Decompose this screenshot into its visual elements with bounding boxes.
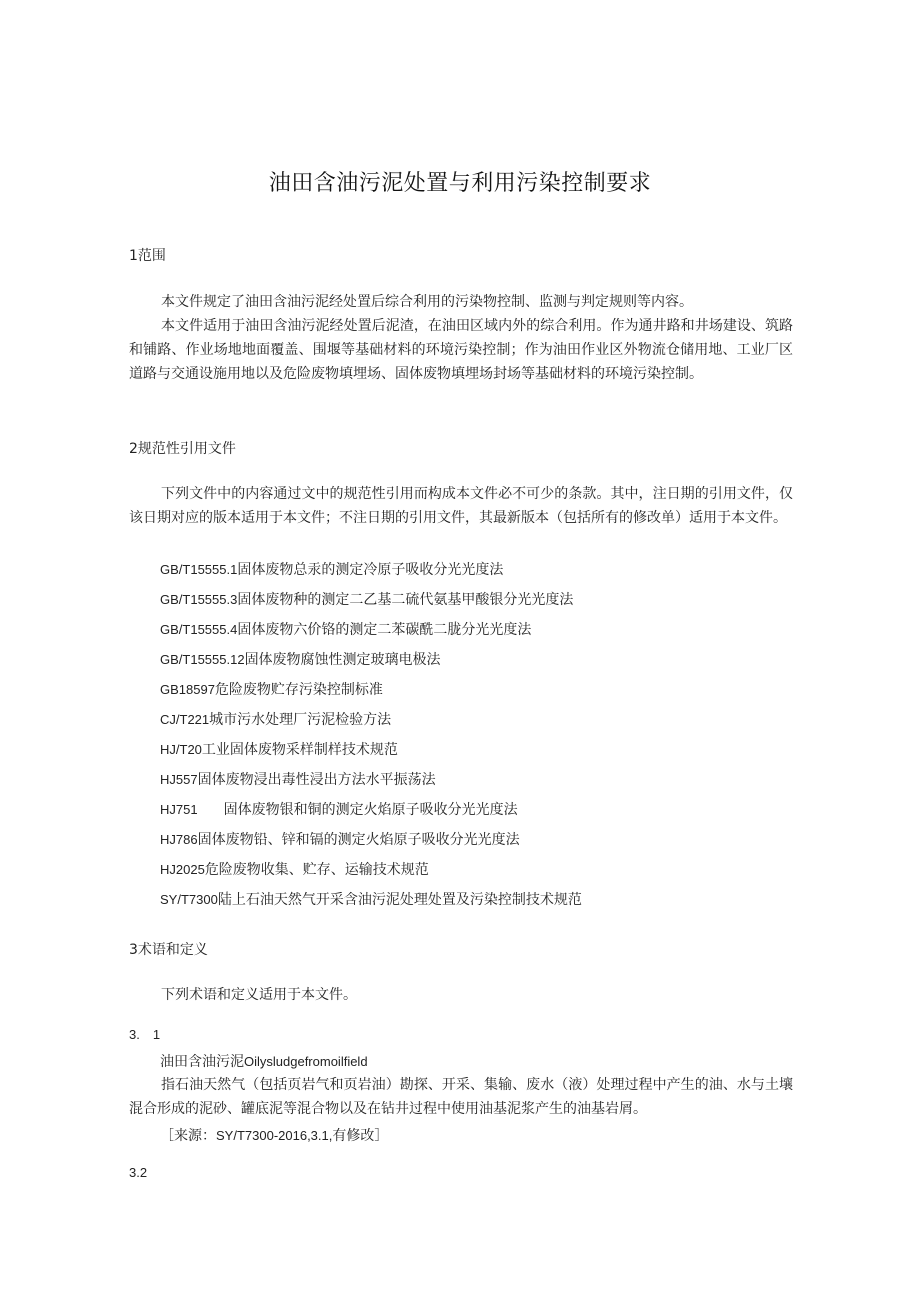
source-suffix: 有修改］ (332, 1128, 389, 1144)
scope-paragraph-2: 本文件适用于油田含油污泥经处置后泥渣，在油田区域内外的综合利用。作为通井路和井场建设、筑路和铺路、作业场地地面覆盖、围堰等基础材料的环境污染控制；作为油田作业区外物流仓储用地、工业厂区道路与交通设施用地以及危险废物填埋场、固体废物填埋场封场等基础材料的环境污染控制。 (129, 318, 793, 382)
reference-code: GB18597 (160, 682, 215, 697)
term-name (160, 1051, 368, 1071)
reference-item (160, 829, 520, 849)
source-prefix: ［来源： (160, 1128, 216, 1144)
reference-code: HJ751 (160, 802, 198, 817)
term-name-chinese: 油田含油污泥 (160, 1054, 244, 1070)
reference-title: 固体废物银和铜的测定火焰原子吸收分光光度法 (223, 802, 518, 818)
term-source (160, 1125, 388, 1145)
reference-item (160, 589, 573, 609)
scope-paragraph-1: 本文件规定了油田含油污泥经处置后综合利用的污染物控制、监测与判定规则等内容。 (161, 294, 693, 310)
reference-code: GB/T15555.3 (160, 592, 238, 607)
reference-item (160, 769, 436, 789)
reference-code: HJ786 (160, 832, 198, 847)
reference-title: 固体废物浸出毒性浸出方法水平振荡法 (197, 772, 436, 788)
reference-title: 固体废物种的测定二乙基二硫代氨基甲酸银分光光度法 (237, 592, 574, 608)
source-code: SY/T7300-2016,3.1, (216, 1128, 333, 1143)
reference-item (160, 889, 582, 909)
reference-item (160, 679, 383, 699)
term-definition: 指石油天然气（包括页岩气和页岩油）勘探、开采、集输、废水（液）处理过程中产生的油、水与土壤混合形成的泥砂、罐底泥等混合物以及在钻井过程中使用油基泥浆产生的油基岩屑。 (129, 1077, 793, 1117)
reference-title: 工业固体废物采样制样技术规范 (201, 742, 398, 758)
reference-title: 固体废物六价铬的测定二苯碳酰二胧分光光度法 (237, 622, 532, 638)
reference-code: HJ2025 (160, 862, 205, 877)
reference-code: SY/T7300 (160, 892, 218, 907)
reference-code: GB/T15555.12 (160, 652, 245, 667)
reference-item (160, 859, 429, 879)
reference-item (160, 619, 531, 639)
reference-item (160, 739, 398, 759)
reference-code: CJ/T221 (160, 712, 210, 727)
reference-code: GB/T15555.4 (160, 622, 238, 637)
reference-title: 危险废物收集、贮存、运输技术规范 (204, 862, 429, 878)
reference-title: 城市污水处理厂污泥检验方法 (209, 712, 392, 728)
reference-title: 固体废物总汞的测定冷原子吸收分光光度法 (237, 562, 504, 578)
reference-title: 固体废物铅、锌和镉的测定火焰原子吸收分光光度法 (197, 832, 520, 848)
references-intro: 下列文件中的内容通过文中的规范性引用而构成本文件必不可少的条款。其中，注日期的引用文件，仅该日期对应的版本适用于本文件；不注日期的引用文件，其最新版本（包括所有的修改单）适用于本文件。 (129, 486, 793, 526)
terms-intro: 下列术语和定义适用于本文件。 (161, 987, 357, 1003)
reference-code: GB/T15555.1 (160, 562, 238, 577)
reference-item (160, 559, 503, 579)
reference-item (160, 649, 441, 669)
term-name-english: Oilysludgefromoilfield (244, 1054, 368, 1069)
reference-title: 固体废物腐蚀性测定玻璃电极法 (244, 652, 441, 668)
section-3-heading: 3术语和定义 (129, 942, 208, 958)
reference-item (160, 709, 391, 729)
reference-title: 危险废物贮存污染控制标准 (214, 682, 383, 698)
reference-code: HJ/T20 (160, 742, 202, 757)
section-2-heading: 2规范性引用文件 (129, 441, 236, 457)
reference-item (160, 799, 518, 819)
reference-code: HJ557 (160, 772, 198, 787)
section-1-heading: 1范围 (129, 248, 166, 264)
term-number: 3. 1 (129, 1027, 161, 1042)
term-number: 3.2 (129, 1165, 148, 1180)
reference-title: 陆上石油天然气开采含油污泥处理处置及污染控制技术规范 (217, 892, 582, 908)
document-title: 油田含油污泥处置与利用污染控制要求 (268, 171, 652, 196)
